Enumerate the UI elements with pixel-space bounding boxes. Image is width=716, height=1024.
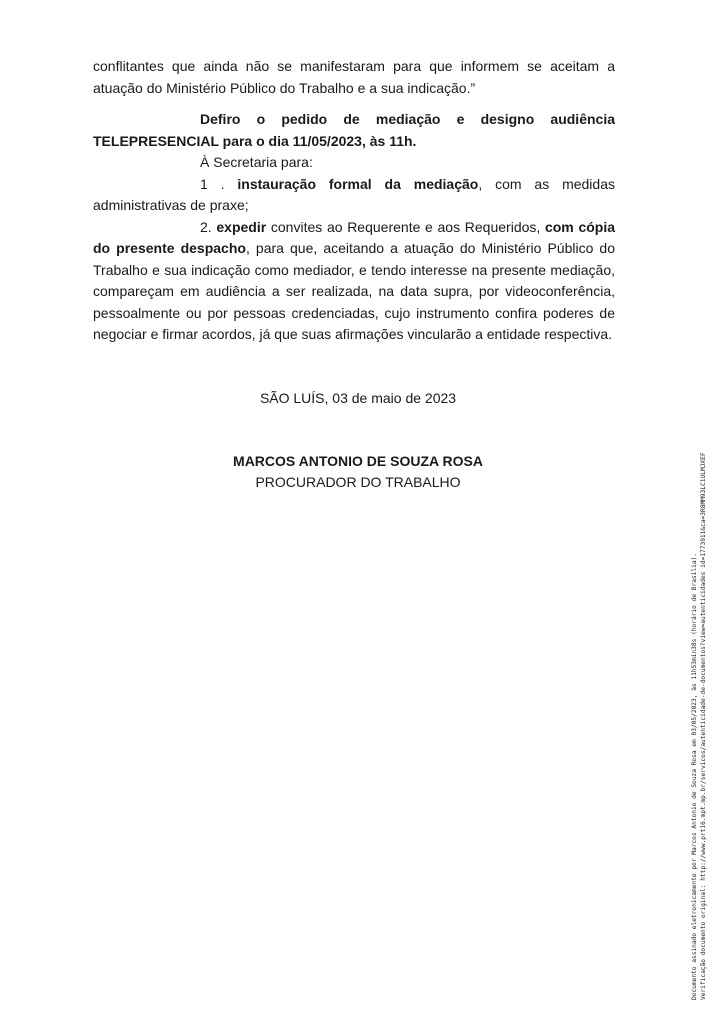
signer-name: MARCOS ANTONIO DE SOUZA ROSA [233, 453, 483, 469]
item-2-mid: convites ao Requerente e aos Requeridos, [266, 218, 545, 235]
electronic-signature-note [690, 350, 708, 1000]
decision-paragraph [93, 109, 615, 152]
item-2-bold-copy: com cópia do presente despacho [93, 218, 616, 256]
signature-note-line-1: Documento assinado eletronicamente por Marcos Antonio de Souza Rosa em 03/05/2023, às 11h53min38s (horário de Brasília). [691, 552, 698, 1000]
item-1-rest: , com as medidas administrativas de praxe; [93, 175, 615, 213]
signer-title: PROCURADOR DO TRABALHO [255, 474, 461, 490]
item-2-rest: , para que, aceitando a atuação do Ministério Público do Trabalho e sua indicação como mediador, e tendo interesse na presente mediação, compareçam em audiência a ser realizada, na data supra, por videoconferência, pessoalmente ou por pessoas credenciadas, cujo instrumento confira poderes de negociar e firmar acordos, já que suas afirmações vincularão a entidade respectiva. [93, 240, 616, 342]
secretaria-intro: À Secretaria para: [200, 154, 313, 170]
place-date: SÃO LUÍS, 03 de maio de 2023 [259, 390, 457, 406]
item-1-paragraph [93, 174, 615, 217]
item-2-number: 2. [200, 218, 212, 235]
item-2-bold-verb: expedir [216, 218, 267, 235]
decision-text: Defiro o pedido de mediação e designo audiência TELEPRESENCIAL para o dia 11/05/2023, às 11h. [93, 111, 615, 149]
continuation-paragraph: conflitantes que ainda não se manifestaram para que informem se aceitam a atuação do Ministério Público do Trabalho e a sua indicação.” [93, 58, 615, 96]
item-1-number: 1 . [200, 175, 225, 192]
body-text [93, 56, 615, 346]
item-2-paragraph [93, 217, 615, 346]
item-1-bold: instauração formal da mediação [237, 175, 479, 192]
signature-note-line-2: Verificação documento original: http://www.prt16.mpt.mp.br/servicos/autenticidade-de-documentos?view=autenticidades id=1773911&ca=3R8MM93LC1ULMJXEF [700, 452, 707, 1000]
